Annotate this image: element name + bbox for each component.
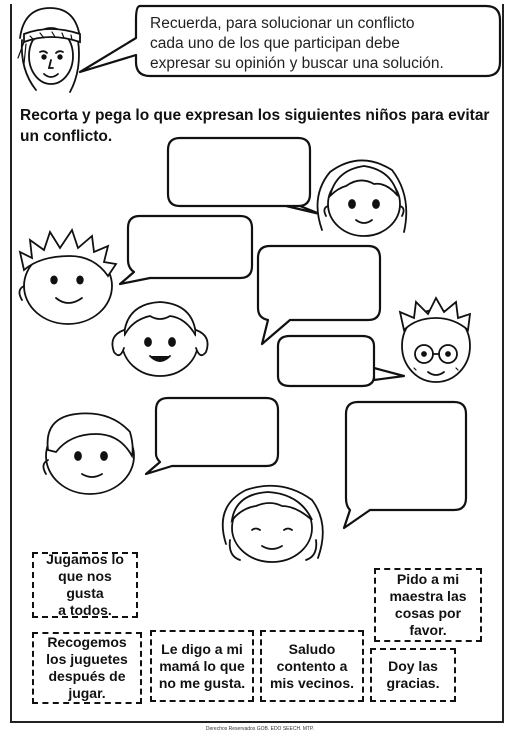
- phrase-card-saludo[interactable]: Saludo contento a mis vecinos.: [260, 630, 364, 702]
- girl-face-icon: [318, 160, 407, 236]
- speech-bubble-5: [146, 398, 278, 474]
- reminder-line-3: expresar su opinión y buscar una solución.: [150, 55, 444, 72]
- phrase-card-doy-gracias[interactable]: Doy las gracias.: [370, 648, 456, 702]
- speech-bubble-2: [120, 216, 252, 284]
- speech-bubble-3: [258, 246, 380, 344]
- instruction-line-2: un conflicto.: [20, 128, 113, 145]
- phrase-card-le-digo[interactable]: Le digo a mi mamá lo que no me gusta.: [150, 630, 254, 702]
- phrase-card-jugamos[interactable]: Jugamos lo que nos gusta a todos.: [32, 552, 138, 618]
- phrase-card-recogemos[interactable]: Recogemos los juguetes después de jugar.: [32, 632, 142, 704]
- instruction-text: [20, 105, 498, 147]
- boy-short-hair-face-icon: [43, 413, 134, 494]
- reminder-line-1: Recuerda, para solucionar un conflicto: [150, 15, 415, 32]
- phrase-card-pido[interactable]: Pido a mi maestra las cosas por favor.: [374, 568, 482, 642]
- girl-pigtails-face-icon: [112, 302, 207, 376]
- reminder-line-2: cada uno de los que participan debe: [150, 35, 400, 52]
- boy-glasses-face-icon: [400, 298, 470, 382]
- copyright-footer: Derechos Reservados GOB. EDO SEECH. MTP.: [205, 726, 315, 732]
- girl-bob-face-icon: [223, 486, 323, 562]
- speech-bubble-1: [168, 138, 320, 214]
- speech-bubble-6: [344, 402, 466, 528]
- boy-spiky-hair-icon: [19, 230, 116, 324]
- reminder-text: [150, 14, 480, 74]
- speech-bubble-4: [278, 336, 404, 386]
- teacher-icon: [18, 8, 80, 92]
- instruction-line-1: Recorta y pega lo que expresan los siguientes niños para evitar: [20, 107, 490, 124]
